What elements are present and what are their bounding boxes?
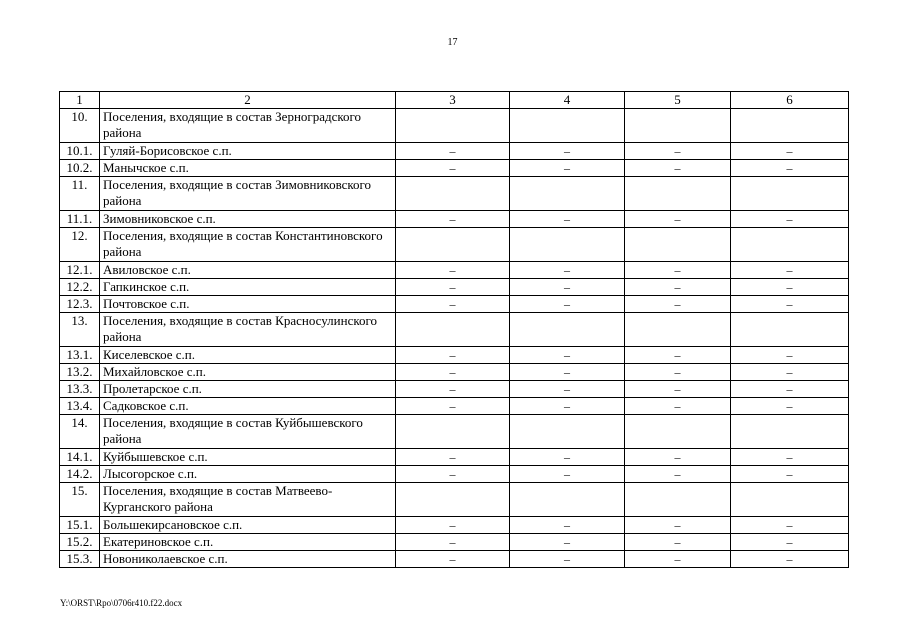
column-header-6: 6: [731, 92, 849, 109]
value-cell-col-3: [396, 415, 510, 449]
value-cell-col-3: –: [396, 160, 510, 177]
settlement-name: Гапкинское с.п.: [100, 279, 396, 296]
value-cell-col-6: –: [731, 449, 849, 466]
settlement-name: Садковское с.п.: [100, 398, 396, 415]
value-cell-col-3: –: [396, 211, 510, 228]
value-cell-col-4: [510, 177, 625, 211]
value-cell-col-5: [625, 109, 731, 143]
value-cell-col-6: –: [731, 364, 849, 381]
value-cell-col-5: –: [625, 364, 731, 381]
column-header-1: 1: [60, 92, 100, 109]
settlement-name: Почтовское с.п.: [100, 296, 396, 313]
value-cell-col-4: –: [510, 398, 625, 415]
table-row: [60, 296, 849, 313]
settlement-name: Зимовниковское с.п.: [100, 211, 396, 228]
value-cell-col-5: –: [625, 211, 731, 228]
value-cell-col-6: –: [731, 398, 849, 415]
value-cell-col-5: –: [625, 143, 731, 160]
table-row: [60, 381, 849, 398]
value-cell-col-6: –: [731, 262, 849, 279]
value-cell-col-4: –: [510, 551, 625, 568]
table-row: [60, 262, 849, 279]
value-cell-col-3: [396, 109, 510, 143]
value-cell-col-5: [625, 483, 731, 517]
value-cell-col-6: –: [731, 534, 849, 551]
value-cell-col-6: –: [731, 381, 849, 398]
value-cell-col-4: –: [510, 279, 625, 296]
value-cell-col-3: [396, 313, 510, 347]
settlement-name: Поселения, входящие в состав Красносулинского района: [100, 313, 396, 347]
column-header-5: 5: [625, 92, 731, 109]
footer-file-path: Y:\ORST\Rpo\0706r410.f22.docx: [60, 598, 183, 608]
table-row: [60, 109, 849, 143]
value-cell-col-6: –: [731, 466, 849, 483]
row-number: 10.1.: [60, 143, 100, 160]
settlements-table: [59, 91, 849, 568]
value-cell-col-6: [731, 109, 849, 143]
value-cell-col-3: –: [396, 143, 510, 160]
settlement-name: Гуляй-Борисовское с.п.: [100, 143, 396, 160]
value-cell-col-6: [731, 177, 849, 211]
value-cell-col-5: –: [625, 449, 731, 466]
table-row: [60, 534, 849, 551]
value-cell-col-3: –: [396, 449, 510, 466]
settlement-name: Поселения, входящие в состав Константиновского района: [100, 228, 396, 262]
table-row: [60, 143, 849, 160]
value-cell-col-4: –: [510, 262, 625, 279]
value-cell-col-4: [510, 415, 625, 449]
settlement-name: Поселения, входящие в состав Куйбышевского района: [100, 415, 396, 449]
column-header-3: 3: [396, 92, 510, 109]
value-cell-col-4: –: [510, 449, 625, 466]
value-cell-col-5: –: [625, 517, 731, 534]
value-cell-col-6: [731, 313, 849, 347]
value-cell-col-4: –: [510, 381, 625, 398]
row-number: 13.: [60, 313, 100, 347]
table-row: [60, 364, 849, 381]
value-cell-col-5: [625, 177, 731, 211]
value-cell-col-6: –: [731, 517, 849, 534]
table-row: [60, 483, 849, 517]
table-row: [60, 517, 849, 534]
value-cell-col-5: –: [625, 296, 731, 313]
row-number: 14.: [60, 415, 100, 449]
value-cell-col-3: –: [396, 534, 510, 551]
value-cell-col-4: –: [510, 211, 625, 228]
settlement-name: Куйбышевское с.п.: [100, 449, 396, 466]
value-cell-col-4: [510, 109, 625, 143]
table-row: [60, 347, 849, 364]
row-number: 15.: [60, 483, 100, 517]
settlement-name: Киселевское с.п.: [100, 347, 396, 364]
value-cell-col-3: [396, 177, 510, 211]
settlement-name: Поселения, входящие в состав Зимовниковского района: [100, 177, 396, 211]
value-cell-col-3: –: [396, 262, 510, 279]
value-cell-col-4: –: [510, 143, 625, 160]
row-number: 14.1.: [60, 449, 100, 466]
value-cell-col-6: –: [731, 296, 849, 313]
row-number: 12.2.: [60, 279, 100, 296]
table-row: [60, 551, 849, 568]
table-row: [60, 228, 849, 262]
row-number: 15.2.: [60, 534, 100, 551]
column-header-2: 2: [100, 92, 396, 109]
table-row: [60, 160, 849, 177]
value-cell-col-4: [510, 483, 625, 517]
column-header-4: 4: [510, 92, 625, 109]
value-cell-col-6: [731, 483, 849, 517]
settlement-name: Поселения, входящие в состав Матвеево-Курганского района: [100, 483, 396, 517]
row-number: 15.3.: [60, 551, 100, 568]
settlement-name: Поселения, входящие в состав Зерноградского района: [100, 109, 396, 143]
table-row: [60, 415, 849, 449]
row-number: 13.2.: [60, 364, 100, 381]
value-cell-col-5: [625, 313, 731, 347]
value-cell-col-6: –: [731, 211, 849, 228]
value-cell-col-3: –: [396, 279, 510, 296]
value-cell-col-5: –: [625, 279, 731, 296]
value-cell-col-4: –: [510, 517, 625, 534]
value-cell-col-3: [396, 483, 510, 517]
row-number: 12.1.: [60, 262, 100, 279]
value-cell-col-6: –: [731, 551, 849, 568]
settlement-name: Пролетарское с.п.: [100, 381, 396, 398]
row-number: 12.3.: [60, 296, 100, 313]
value-cell-col-5: –: [625, 398, 731, 415]
table-row: [60, 313, 849, 347]
value-cell-col-3: –: [396, 551, 510, 568]
value-cell-col-6: –: [731, 143, 849, 160]
row-number: 11.: [60, 177, 100, 211]
value-cell-col-6: [731, 415, 849, 449]
row-number: 10.: [60, 109, 100, 143]
table-row: [60, 398, 849, 415]
value-cell-col-3: –: [396, 466, 510, 483]
value-cell-col-5: [625, 415, 731, 449]
value-cell-col-5: –: [625, 347, 731, 364]
value-cell-col-5: –: [625, 160, 731, 177]
value-cell-col-5: [625, 228, 731, 262]
value-cell-col-3: –: [396, 296, 510, 313]
row-number: 13.4.: [60, 398, 100, 415]
row-number: 13.1.: [60, 347, 100, 364]
settlement-name: Новониколаевское с.п.: [100, 551, 396, 568]
value-cell-col-3: [396, 228, 510, 262]
settlement-name: Михайловское с.п.: [100, 364, 396, 381]
value-cell-col-5: –: [625, 262, 731, 279]
value-cell-col-6: –: [731, 160, 849, 177]
value-cell-col-6: –: [731, 279, 849, 296]
value-cell-col-3: –: [396, 398, 510, 415]
settlement-name: Авиловское с.п.: [100, 262, 396, 279]
value-cell-col-4: –: [510, 364, 625, 381]
row-number: 10.2.: [60, 160, 100, 177]
value-cell-col-3: –: [396, 347, 510, 364]
value-cell-col-6: [731, 228, 849, 262]
value-cell-col-5: –: [625, 551, 731, 568]
table-row: [60, 177, 849, 211]
value-cell-col-4: –: [510, 296, 625, 313]
value-cell-col-4: [510, 228, 625, 262]
table-row: [60, 279, 849, 296]
value-cell-col-5: –: [625, 466, 731, 483]
row-number: 12.: [60, 228, 100, 262]
value-cell-col-3: –: [396, 381, 510, 398]
value-cell-col-3: –: [396, 364, 510, 381]
value-cell-col-5: –: [625, 381, 731, 398]
table-header-row: [60, 92, 849, 109]
table-row: [60, 211, 849, 228]
value-cell-col-4: –: [510, 534, 625, 551]
table-row: [60, 449, 849, 466]
value-cell-col-4: –: [510, 466, 625, 483]
value-cell-col-4: [510, 313, 625, 347]
value-cell-col-4: –: [510, 160, 625, 177]
row-number: 13.3.: [60, 381, 100, 398]
page-number: 17: [447, 37, 458, 48]
row-number: 15.1.: [60, 517, 100, 534]
settlement-name: Манычское с.п.: [100, 160, 396, 177]
value-cell-col-4: –: [510, 347, 625, 364]
row-number: 14.2.: [60, 466, 100, 483]
row-number: 11.1.: [60, 211, 100, 228]
settlement-name: Большекирсановское с.п.: [100, 517, 396, 534]
value-cell-col-6: –: [731, 347, 849, 364]
settlement-name: Екатериновское с.п.: [100, 534, 396, 551]
value-cell-col-3: –: [396, 517, 510, 534]
value-cell-col-5: –: [625, 534, 731, 551]
table-row: [60, 466, 849, 483]
settlement-name: Лысогорское с.п.: [100, 466, 396, 483]
